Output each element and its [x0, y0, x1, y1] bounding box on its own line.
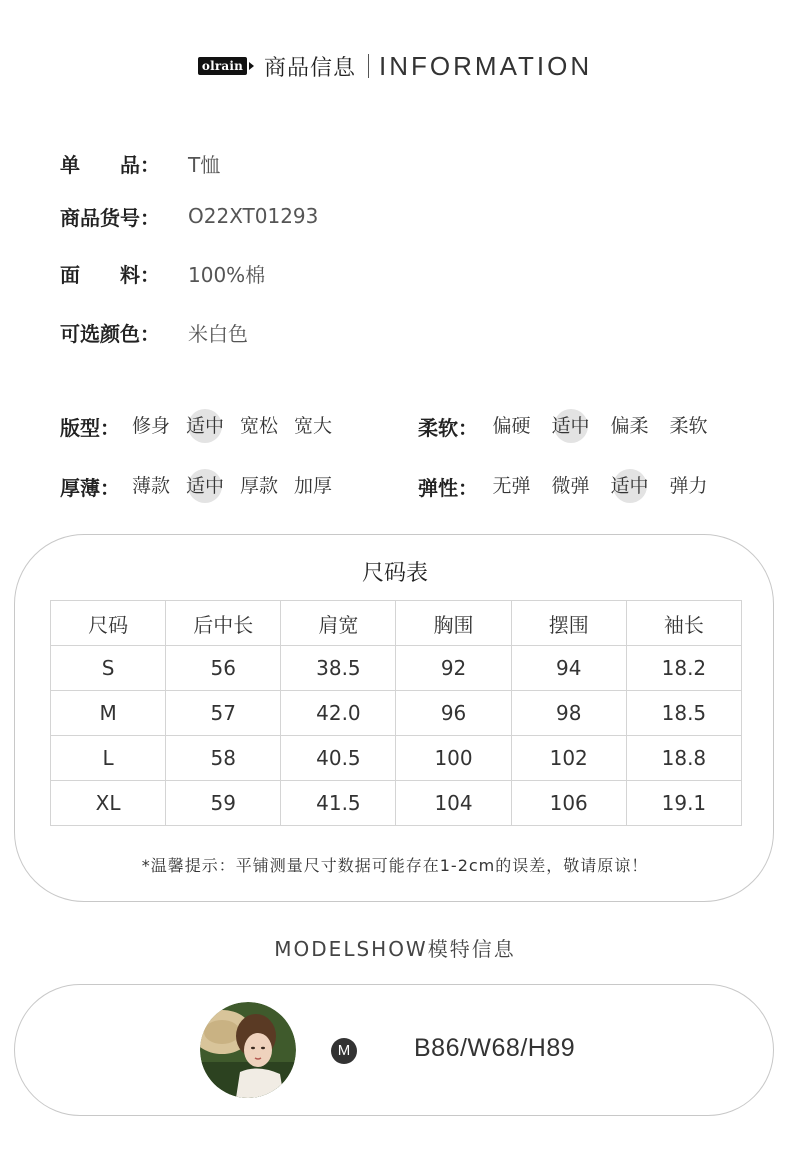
attr-fit: [60, 409, 340, 443]
table-cell: M: [51, 691, 166, 736]
model-info-card: [14, 984, 774, 1116]
info-row-color: [60, 317, 248, 347]
info-value: T恤: [188, 152, 221, 177]
table-row: [51, 691, 742, 736]
size-chart-title: 尺码表: [361, 561, 428, 586]
attr-option: 柔软: [669, 415, 708, 437]
attr-option: 加厚: [293, 475, 332, 497]
attr-option-selected: 适中: [541, 409, 600, 443]
attr-option: 偏柔: [610, 415, 649, 437]
table-cell: 18.2: [626, 646, 741, 691]
table-cell: 38.5: [281, 646, 396, 691]
table-row: [51, 781, 742, 826]
table-header-cell: 胸围: [396, 601, 511, 646]
table-row: [51, 736, 742, 781]
table-header-cell: 后中长: [166, 601, 281, 646]
model-section-title: MODELSHOW模特信息: [274, 937, 516, 961]
attr-label: 版型：: [60, 415, 120, 440]
attr-option: 弹力: [669, 475, 708, 497]
table-header-cell: 袖长: [626, 601, 741, 646]
table-cell: 18.8: [626, 736, 741, 781]
table-cell: 18.5: [626, 691, 741, 736]
info-value: 100%棉: [188, 262, 266, 287]
table-cell: 102: [511, 736, 626, 781]
attr-elasticity: [418, 469, 718, 503]
table-header-row: [51, 601, 742, 646]
model-avatar: [200, 1002, 296, 1098]
table-header-cell: 肩宽: [281, 601, 396, 646]
model-photo-icon: [200, 1002, 296, 1098]
attr-option: 宽大: [293, 415, 332, 437]
model-size-badge: M: [331, 1038, 357, 1064]
info-label: 商品货号：: [60, 205, 160, 230]
table-cell: L: [51, 736, 166, 781]
header-title-en: INFORMATION: [379, 50, 593, 81]
section-header: [0, 48, 790, 84]
attr-label: 厚薄：: [60, 475, 120, 500]
attr-softness: [418, 409, 718, 443]
attr-option: 修身: [131, 415, 170, 437]
table-cell: 59: [166, 781, 281, 826]
table-cell: 100: [396, 736, 511, 781]
logo-arrow-icon: [249, 62, 254, 70]
table-cell: 104: [396, 781, 511, 826]
attr-label: 弹性：: [418, 475, 478, 500]
table-cell: 57: [166, 691, 281, 736]
header-divider: [368, 54, 369, 78]
brand-logo-text: olrain: [198, 57, 247, 75]
attr-option: 微弹: [551, 475, 590, 497]
attr-option: 偏硬: [492, 415, 531, 437]
table-cell: 58: [166, 736, 281, 781]
size-chart-note: *温馨提示：平铺测量尺寸数据可能存在1-2cm的误差，敬请原谅！: [141, 856, 649, 875]
table-cell: 94: [511, 646, 626, 691]
table-row: [51, 646, 742, 691]
attr-option-selected: 适中: [178, 469, 232, 503]
table-cell: 56: [166, 646, 281, 691]
attr-option: 厚款: [239, 475, 278, 497]
table-header-cell: 尺码: [51, 601, 166, 646]
table-cell: 106: [511, 781, 626, 826]
table-cell: 19.1: [626, 781, 741, 826]
info-value: 米白色: [188, 321, 248, 346]
attr-label: 柔软：: [418, 415, 478, 440]
info-row-fabric: [60, 258, 265, 288]
attr-option: 宽松: [239, 415, 278, 437]
table-cell: 42.0: [281, 691, 396, 736]
size-table: [50, 600, 742, 826]
table-cell: 92: [396, 646, 511, 691]
attr-option: 无弹: [492, 475, 531, 497]
brand-logo: [198, 57, 254, 75]
header-title-cn: 商品信息: [264, 55, 357, 81]
info-value: O22XT01293: [188, 204, 319, 228]
attr-option-selected: 适中: [178, 409, 232, 443]
info-label: 可选颜色：: [60, 321, 160, 346]
table-header-cell: 摆围: [511, 601, 626, 646]
table-cell: 96: [396, 691, 511, 736]
model-measurements: B86/W68/H89: [414, 1034, 576, 1062]
table-cell: 41.5: [281, 781, 396, 826]
info-row-item: [60, 148, 220, 178]
info-row-sku: [60, 201, 318, 231]
attr-thickness: [60, 469, 340, 503]
table-cell: 40.5: [281, 736, 396, 781]
attr-option-selected: 适中: [600, 469, 659, 503]
table-cell: S: [51, 646, 166, 691]
info-label: 单 品：: [60, 152, 160, 177]
info-label: 面 料：: [60, 262, 160, 287]
table-cell: 98: [511, 691, 626, 736]
attr-option: 薄款: [131, 475, 170, 497]
table-cell: XL: [51, 781, 166, 826]
